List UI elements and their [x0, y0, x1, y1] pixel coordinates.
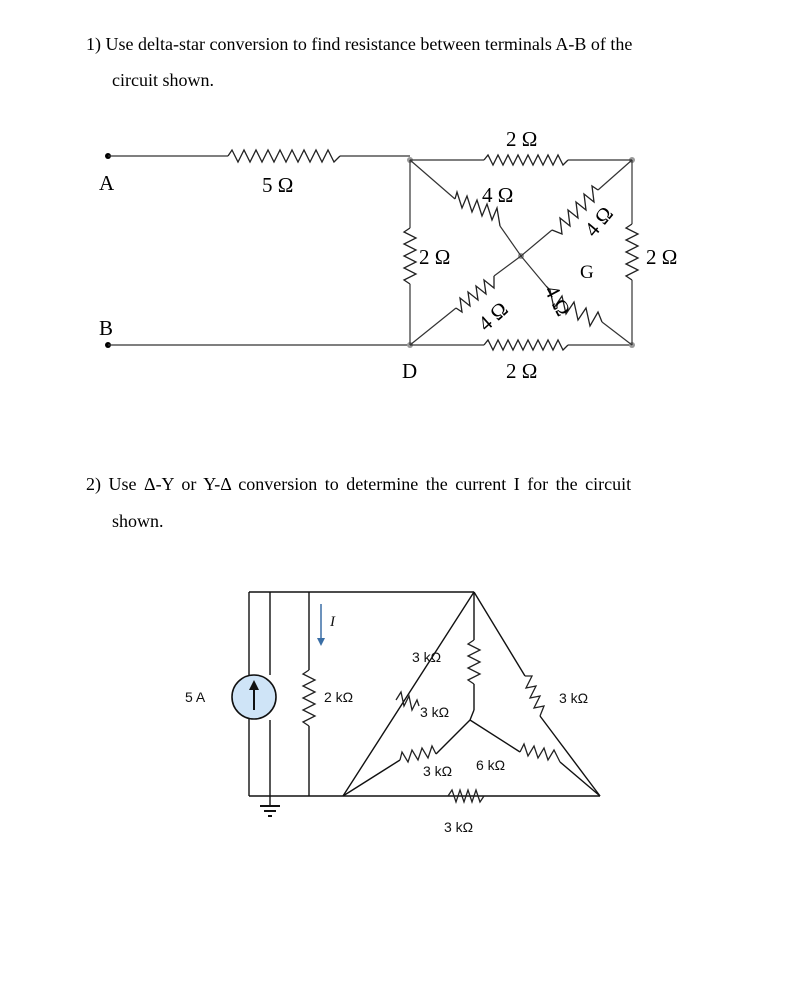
label-5-ohm: 5 Ω	[262, 173, 294, 197]
resistor-top-2-ohm	[484, 155, 568, 165]
label-left-2-ohm: 2 Ω	[419, 245, 451, 269]
label-bottom-2-ohm: 2 Ω	[506, 359, 538, 383]
label-right-3k: 3 kΩ	[559, 690, 589, 706]
label-terminal-g: G	[580, 262, 594, 283]
resistor-bottom-2-ohm	[484, 340, 568, 350]
wire-lr-1	[602, 322, 632, 345]
c2-wire-lower-left-1	[343, 760, 400, 796]
label-upper-left-4-ohm: 4 Ω	[482, 183, 514, 207]
c2-wire-right-diag-2	[540, 716, 600, 796]
question-2-text: 2) Use Δ-Y or Y-Δ conversion to determine the current I for the circuit	[86, 474, 632, 494]
resistor-top-3k	[468, 640, 480, 684]
wire-ul-1	[410, 160, 455, 199]
c2-wire-right-diag-1	[474, 592, 525, 676]
question-1-text: 1) Use delta-star conversion to find resistance between terminals A-B of the	[86, 34, 633, 54]
label-terminal-d: D	[402, 359, 418, 383]
c2-wire-lower-left-2	[436, 720, 470, 754]
label-2k: 2 kΩ	[324, 689, 354, 705]
label-terminal-a: A	[99, 171, 115, 195]
wire-lr-2	[521, 256, 546, 286]
c2-wire-lower-right-2	[560, 762, 600, 796]
resistor-right-3k	[525, 676, 544, 716]
wire-ll-1	[410, 308, 456, 345]
label-upper-right-4-ohm: 4 Ω	[579, 201, 618, 242]
label-lower-right-6k: 6 kΩ	[476, 757, 506, 773]
label-center-3k: 3 kΩ	[420, 704, 450, 720]
resistor-5-ohm	[228, 150, 340, 162]
label-5a: 5 A	[185, 689, 206, 705]
wire-ur-1	[598, 160, 632, 190]
label-bottom-3k: 3 kΩ	[444, 819, 474, 835]
resistor-lower-left-3k	[400, 746, 436, 762]
question-2-text-continued: shown.	[112, 511, 164, 531]
label-current-i: I	[330, 614, 335, 630]
c2-wire-center	[470, 710, 474, 720]
wire-ul-2	[500, 226, 521, 256]
question-1-text-continued: circuit shown.	[112, 70, 214, 90]
label-lower-left-3k: 3 kΩ	[423, 763, 453, 779]
label-lower-left-4-ohm: 4 Ω	[473, 296, 513, 336]
c2-wire-lower-right-1	[470, 720, 520, 752]
label-top-2-ohm: 2 Ω	[506, 127, 538, 151]
current-arrow-i	[317, 638, 325, 646]
label-lower-right-4-ohm: 4 Ω	[539, 281, 576, 321]
resistor-right-2-ohm	[626, 224, 638, 280]
resistor-lower-right-6k	[520, 744, 560, 762]
resistor-bottom-3k	[448, 790, 484, 802]
label-terminal-b: B	[99, 316, 114, 340]
label-right-2-ohm: 2 Ω	[646, 245, 678, 269]
wire-ur-2	[521, 230, 552, 256]
label-top-3k: 3 kΩ	[412, 649, 442, 665]
c2-wire-left-diag	[343, 592, 474, 796]
wire-ll-2	[494, 256, 521, 276]
resistor-left-2-ohm	[404, 228, 416, 284]
